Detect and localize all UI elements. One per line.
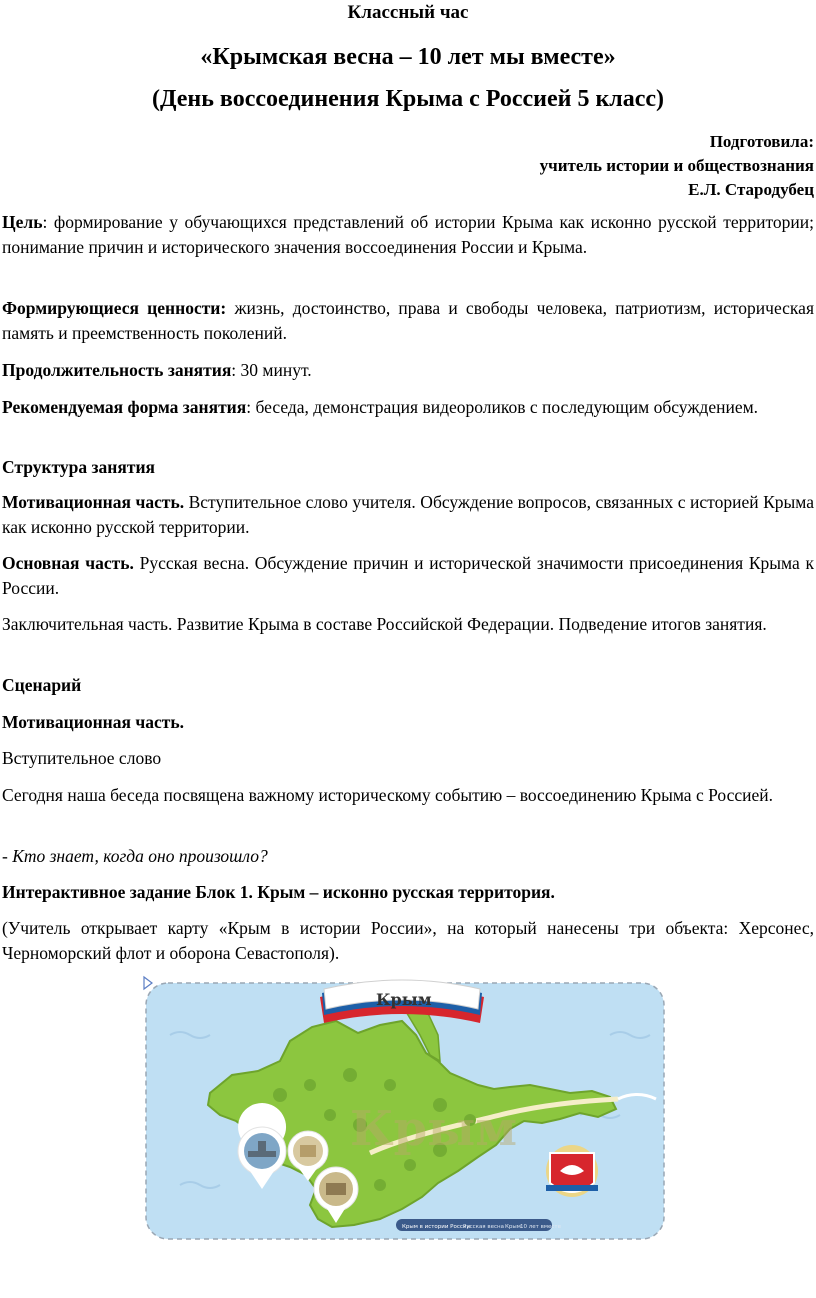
author-label: Подготовила: xyxy=(709,132,814,151)
duration-paragraph xyxy=(2,358,814,383)
values-paragraph xyxy=(2,296,814,346)
question-line: - Кто знает, когда оно произошло? xyxy=(2,846,268,866)
doc-type-heading: Классный час xyxy=(347,2,469,23)
structure-heading: Структура занятия xyxy=(2,457,156,477)
intro-paragraph: Сегодня наша беседа посвящена важному историческому событию – воссоединению Крыма с Россией. xyxy=(2,785,773,805)
crimea-coat-of-arms-icon xyxy=(546,1145,598,1197)
map-nav-item-2[interactable]: Русская весна xyxy=(463,1224,504,1230)
crimea-map-svg xyxy=(140,975,670,1245)
map-banner-text: Крым xyxy=(376,990,432,1009)
main-part-paragraph xyxy=(2,551,814,601)
final-part-paragraph: Заключительная часть. Развитие Крыма в составе Российской Федерации. Подведение итогов занятия. xyxy=(2,614,767,634)
map-watermark: Крым xyxy=(350,1101,518,1157)
form-label: Рекомендуемая форма занятия xyxy=(2,397,247,417)
scenario-heading: Сценарий xyxy=(2,675,82,695)
author-name: Е.Л. Стародубец xyxy=(688,180,814,199)
crimea-map-image xyxy=(140,975,670,1245)
intro-heading: Вступительное слово xyxy=(2,748,162,768)
motivational-label: Мотивационная часть. xyxy=(2,492,185,512)
corner-marker-icon xyxy=(144,977,152,989)
values-text: жизнь, достоинство, права и свободы человека, патриотизм, историческая память и преемственность поколений. xyxy=(2,298,814,343)
form-text: : беседа, демонстрация видеороликов с последующим обсуждением. xyxy=(246,397,759,417)
task-paragraph: (Учитель открывает карту «Крым в истории России», на который нанесены три объекта: Херсонес, Черноморский флот и оборона Севастополя). xyxy=(2,918,814,963)
form-paragraph xyxy=(2,395,814,420)
task-heading: Интерактивное задание Блок 1. Крым – исконно русская территория. xyxy=(2,882,555,902)
author-position: учитель истории и обществознания xyxy=(539,156,814,175)
motivational-paragraph xyxy=(2,490,814,540)
map-nav-item-4[interactable]: 10 лет вместе xyxy=(520,1224,561,1230)
map-nav-item-1[interactable]: Крым в истории России xyxy=(402,1224,471,1230)
doc-subtitle: (День воссоединения Крыма с Россией 5 класс) xyxy=(151,86,665,112)
author-block xyxy=(540,130,814,202)
main-part-label: Основная часть. xyxy=(2,553,134,573)
motivational-text: Вступительное слово учителя. Обсуждение вопросов, связанных с историей Крыма как исконно русской территории. xyxy=(2,492,814,537)
goal-text: : формирование у обучающихся представлений об истории Крыма как исконно русской территории; понимание причин и исторического значения воссоединения России и Крыма. xyxy=(2,212,814,257)
main-part-text: Русская весна. Обсуждение причин и исторической значимости присоединения Крыма к России. xyxy=(2,553,815,598)
goal-label: Цель xyxy=(2,212,43,232)
doc-title: «Крымская весна – 10 лет мы вместе» xyxy=(200,44,616,70)
duration-text: : 30 минут. xyxy=(231,360,312,380)
map-nav-bar xyxy=(396,1219,562,1231)
goal-paragraph xyxy=(2,210,814,260)
duration-label: Продолжительность занятия xyxy=(2,360,232,380)
values-label: Формирующиеся ценности: xyxy=(2,298,227,318)
map-nav-item-3[interactable]: Крым xyxy=(505,1224,521,1230)
motivational-section-heading: Мотивационная часть. xyxy=(2,712,184,732)
